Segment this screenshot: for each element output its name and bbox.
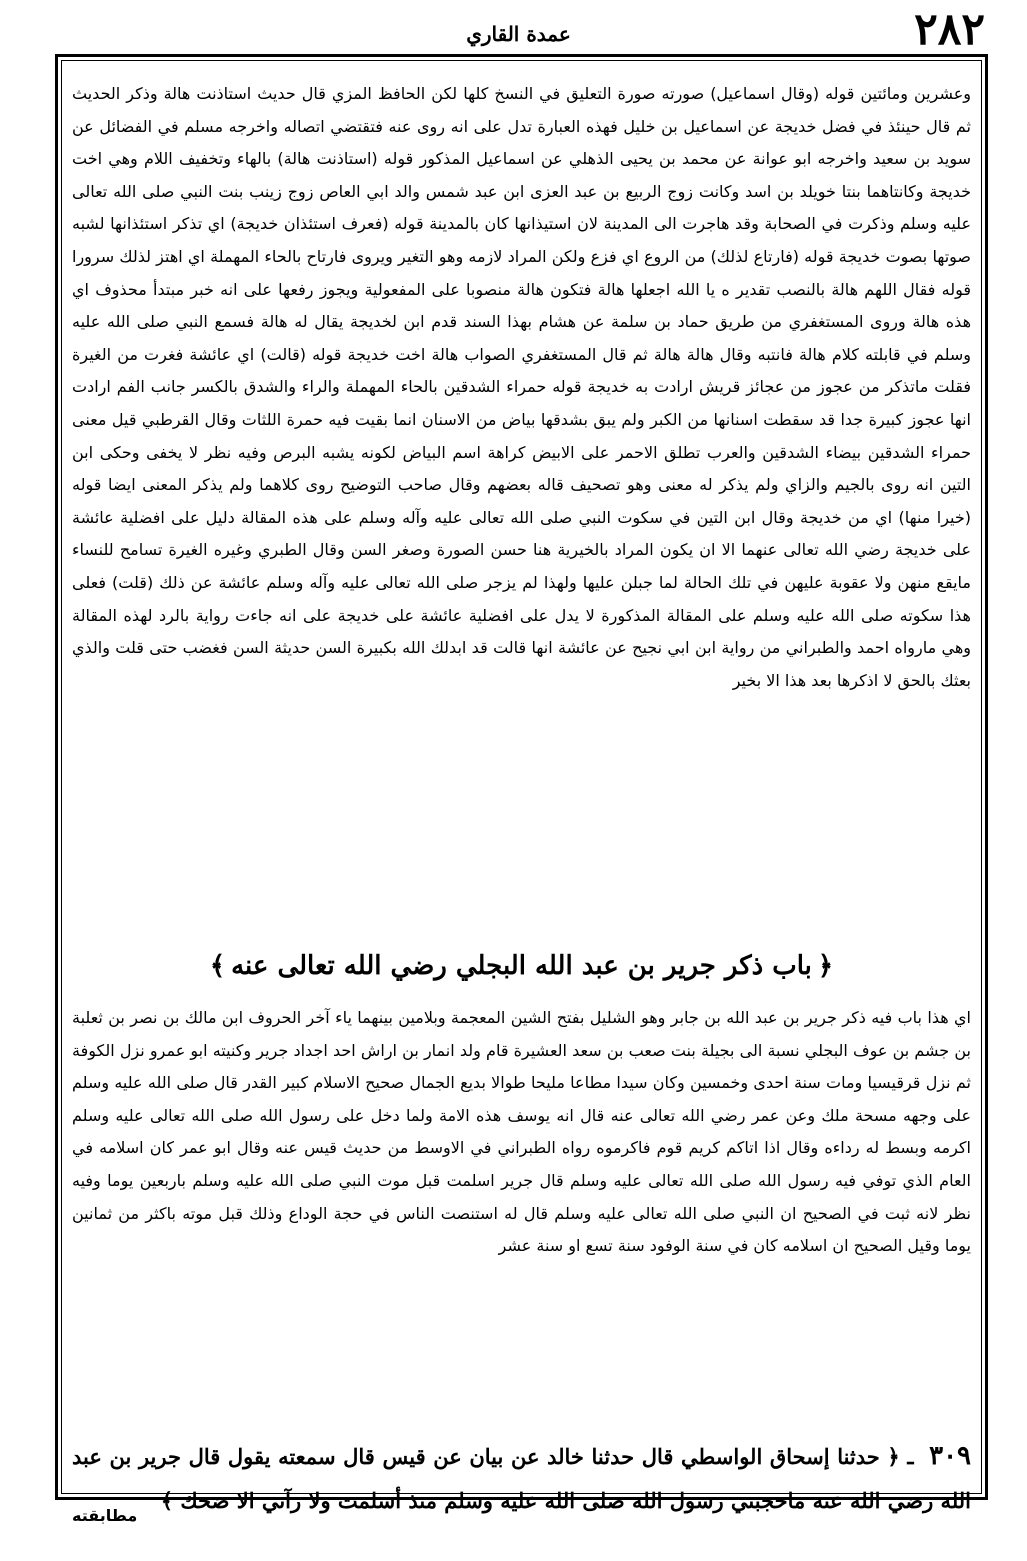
hadith-text-block	[72, 1434, 971, 1523]
ornament-left-icon: ﴾	[209, 951, 226, 981]
hadith-text: ﴿ حدثنا إسحاق الواسطي قال حدثنا خالد عن بيان عن قيس قال سمعته يقول قال جرير بن عبد الله رضي الله عنه ماحجبني رسول الله صلى الله عليه وسلم منذ أسلمت ولا رآني الا ضحك ﴾	[72, 1444, 971, 1513]
hadith-separator: ـ	[907, 1444, 914, 1469]
hadith-number: ٣٠٩	[929, 1441, 972, 1471]
page-header	[50, 4, 987, 55]
ornament-right-icon: ﴿	[817, 951, 834, 981]
running-title: عمدة القاري	[466, 22, 571, 46]
page-number: ٢٨٢	[914, 4, 985, 55]
chapter-title: باب ذكر جرير بن عبد الله البجلي رضي الله تعالى عنه	[231, 951, 812, 981]
page-body	[72, 78, 972, 1513]
commentary-paragraph-1: وعشرين ومائتين قوله (وقال اسماعيل) صورته صورة التعليق في النسخ كلها لكن الحافظ المزي قال حديث استاذنت هالة وذكر الحديث ثم قال حينئذ في فضل خديجة عن اسماعيل بن خليل فهذه العبارة تدل على انه روى عنه فتقتضي اتصاله واخرجه مسلم في الفضائل عن سويد بن سعيد واخرجه ابو عوانة عن محمد بن يحيى الذهلي عن اسماعيل المذكور قوله (استاذنت هالة) بالهاء وتخفيف اللام وهي اخت خديجة وكانتاهما بنتا خويلد بن اسد وكانت زوج الربيع بن عبد العزى ابن عبد شمس والد ابي العاص زوج زينب بنت النبي صلى الله تعالى عليه وسلم وذكرت في الصحابة وقد هاجرت الى المدينة لان استيذانها كان بالمدينة قوله (فعرف استئذان خديجة) اي تذكر استئذانها لشبه صوتها بصوت خديجة قوله (فارتاع لذلك) من الروع اي فزع ولكن المراد لازمه وهو التغير ويروى فارتاح بالحاء المهملة اي اهتز لذلك سرورا قوله فقال اللهم هالة بالنصب تقدير ه يا الله اجعلها هالة فتكون هالة منصوبا على المفعولية ويجوز رفعها على انه خبر مبتدأ محذوف اي هذه هالة وروى المستغفري من طريق حماد بن سلمة عن هشام بهذا السند قدم ابن لخديجة يقال له هالة فسمع النبي صلى الله عليه وسلم في قابلته كلام هالة فانتبه وقال هالة هالة ثم قال المستغفري الصواب هالة اخت خديجة قوله (قالت) اي عائشة فغرت من الغيرة فقلت ماتذكر من عجوز من عجائز قريش ارادت به خديجة قوله حمراء الشدقين بالحاء المهملة والراء والشدق بالكسر جانب الفم ارادت انها عجوز كبيرة جدا قد سقطت اسنانها من الكبر ولم يبق بشدقها بياض من الاسنان انما بقيت فيه حمرة اللثات وقال القرطبي قيل معنى حمراء الشدقين بيضاء الشدقين والعرب تطلق الاحمر على الابيض كراهة اسم البياض لكونه يشبه البرص وفيه نظر لا يخفى وحكى ابن التين انه روى بالجيم والزاي ولم يذكر له معنى وهو تصحيف قاله بعضهم وقال صاحب التوضيح روى كلاهما ولم يذكر المعنى ايضا قوله (خيرا منها) اي من خديجة وقال ابن التين في سكوت النبي صلى الله تعالى عليه وآله وسلم على هذه المقالة دليل على افضلية عائشة على خديجة رضي الله تعالى عنهما الا ان يكون المراد بالخيرية هنا حسن الصورة وصغر السن وقال الطبري وغيره الغيرة تسامح للنساء مايقع منهن ولا عقوبة عليهن في تلك الحالة لما جبلن عليها ولهذا لم يزجر صلى الله تعالى عليه وآله وسلم عائشة عن ذلك (قلت) فعلى هذا سكوته صلى الله عليه وسلم على المقالة المذكورة لا يدل على افضلية عائشة على خديجة على انه جاءت رواية بالرد لهذه المقالة وهي مارواه احمد والطبراني من رواية ابن ابي نجيح عن عائشة انها قالت قد ابدلك الله بكبيرة السن حديثة السن فغضب حتى قلت والذي بعثك بالحق لا اذكرها بعد هذا الا بخير	[72, 84, 971, 690]
catchword: مطابقته	[72, 1506, 138, 1525]
commentary-paragraph-2: اي هذا باب فيه ذكر جرير بن عبد الله بن جابر وهو الشليل بفتح الشين المعجمة وبلامين بينهما ياء آخر الحروف ابن مالك بن نصر بن ثعلبة بن جشم بن عوف البجلي نسبة الى بجيلة بنت صعب بن سعد العشيرة قام ولد انمار بن اراش احد اجداد جرير وكنيته ابو عمرو نزل الكوفة ثم نزل قرقيسيا ومات سنة احدى وخمسين وكان سيدا مطاعا مليحا طوالا بديع الجمال صحيح الاسلام كبير القدر قال صلى الله عليه وسلم على وجهه مسحة ملك وعن عمر رضي الله تعالى عنه قال انه يوسف هذه الامة ولما دخل على رسول الله صلى الله تعالى عليه وسلم اكرمه وبسط له رداءه وقال اذا اتاكم كريم قوم فاكرموه رواه الطبراني في الاوسط من حديث قيس عنه وقال ابو عمر كان اسلامه في العام الذي توفي فيه رسول الله صلى الله تعالى عليه وسلم قال جرير اسلمت قبل موت النبي صلى الله عليه وسلم باربعين يوما وفيه نظر لانه ثبت في الصحيح ان النبي صلى الله تعالى عليه وسلم قال له استنصت الناس في حجة الوداع وذلك قبل موته باكثر من ثمانين يوما وقيل الصحيح ان اسلامه كان في سنة الوفود سنة تسع او سنة عشر	[72, 1008, 971, 1256]
chapter-heading	[72, 930, 971, 1002]
